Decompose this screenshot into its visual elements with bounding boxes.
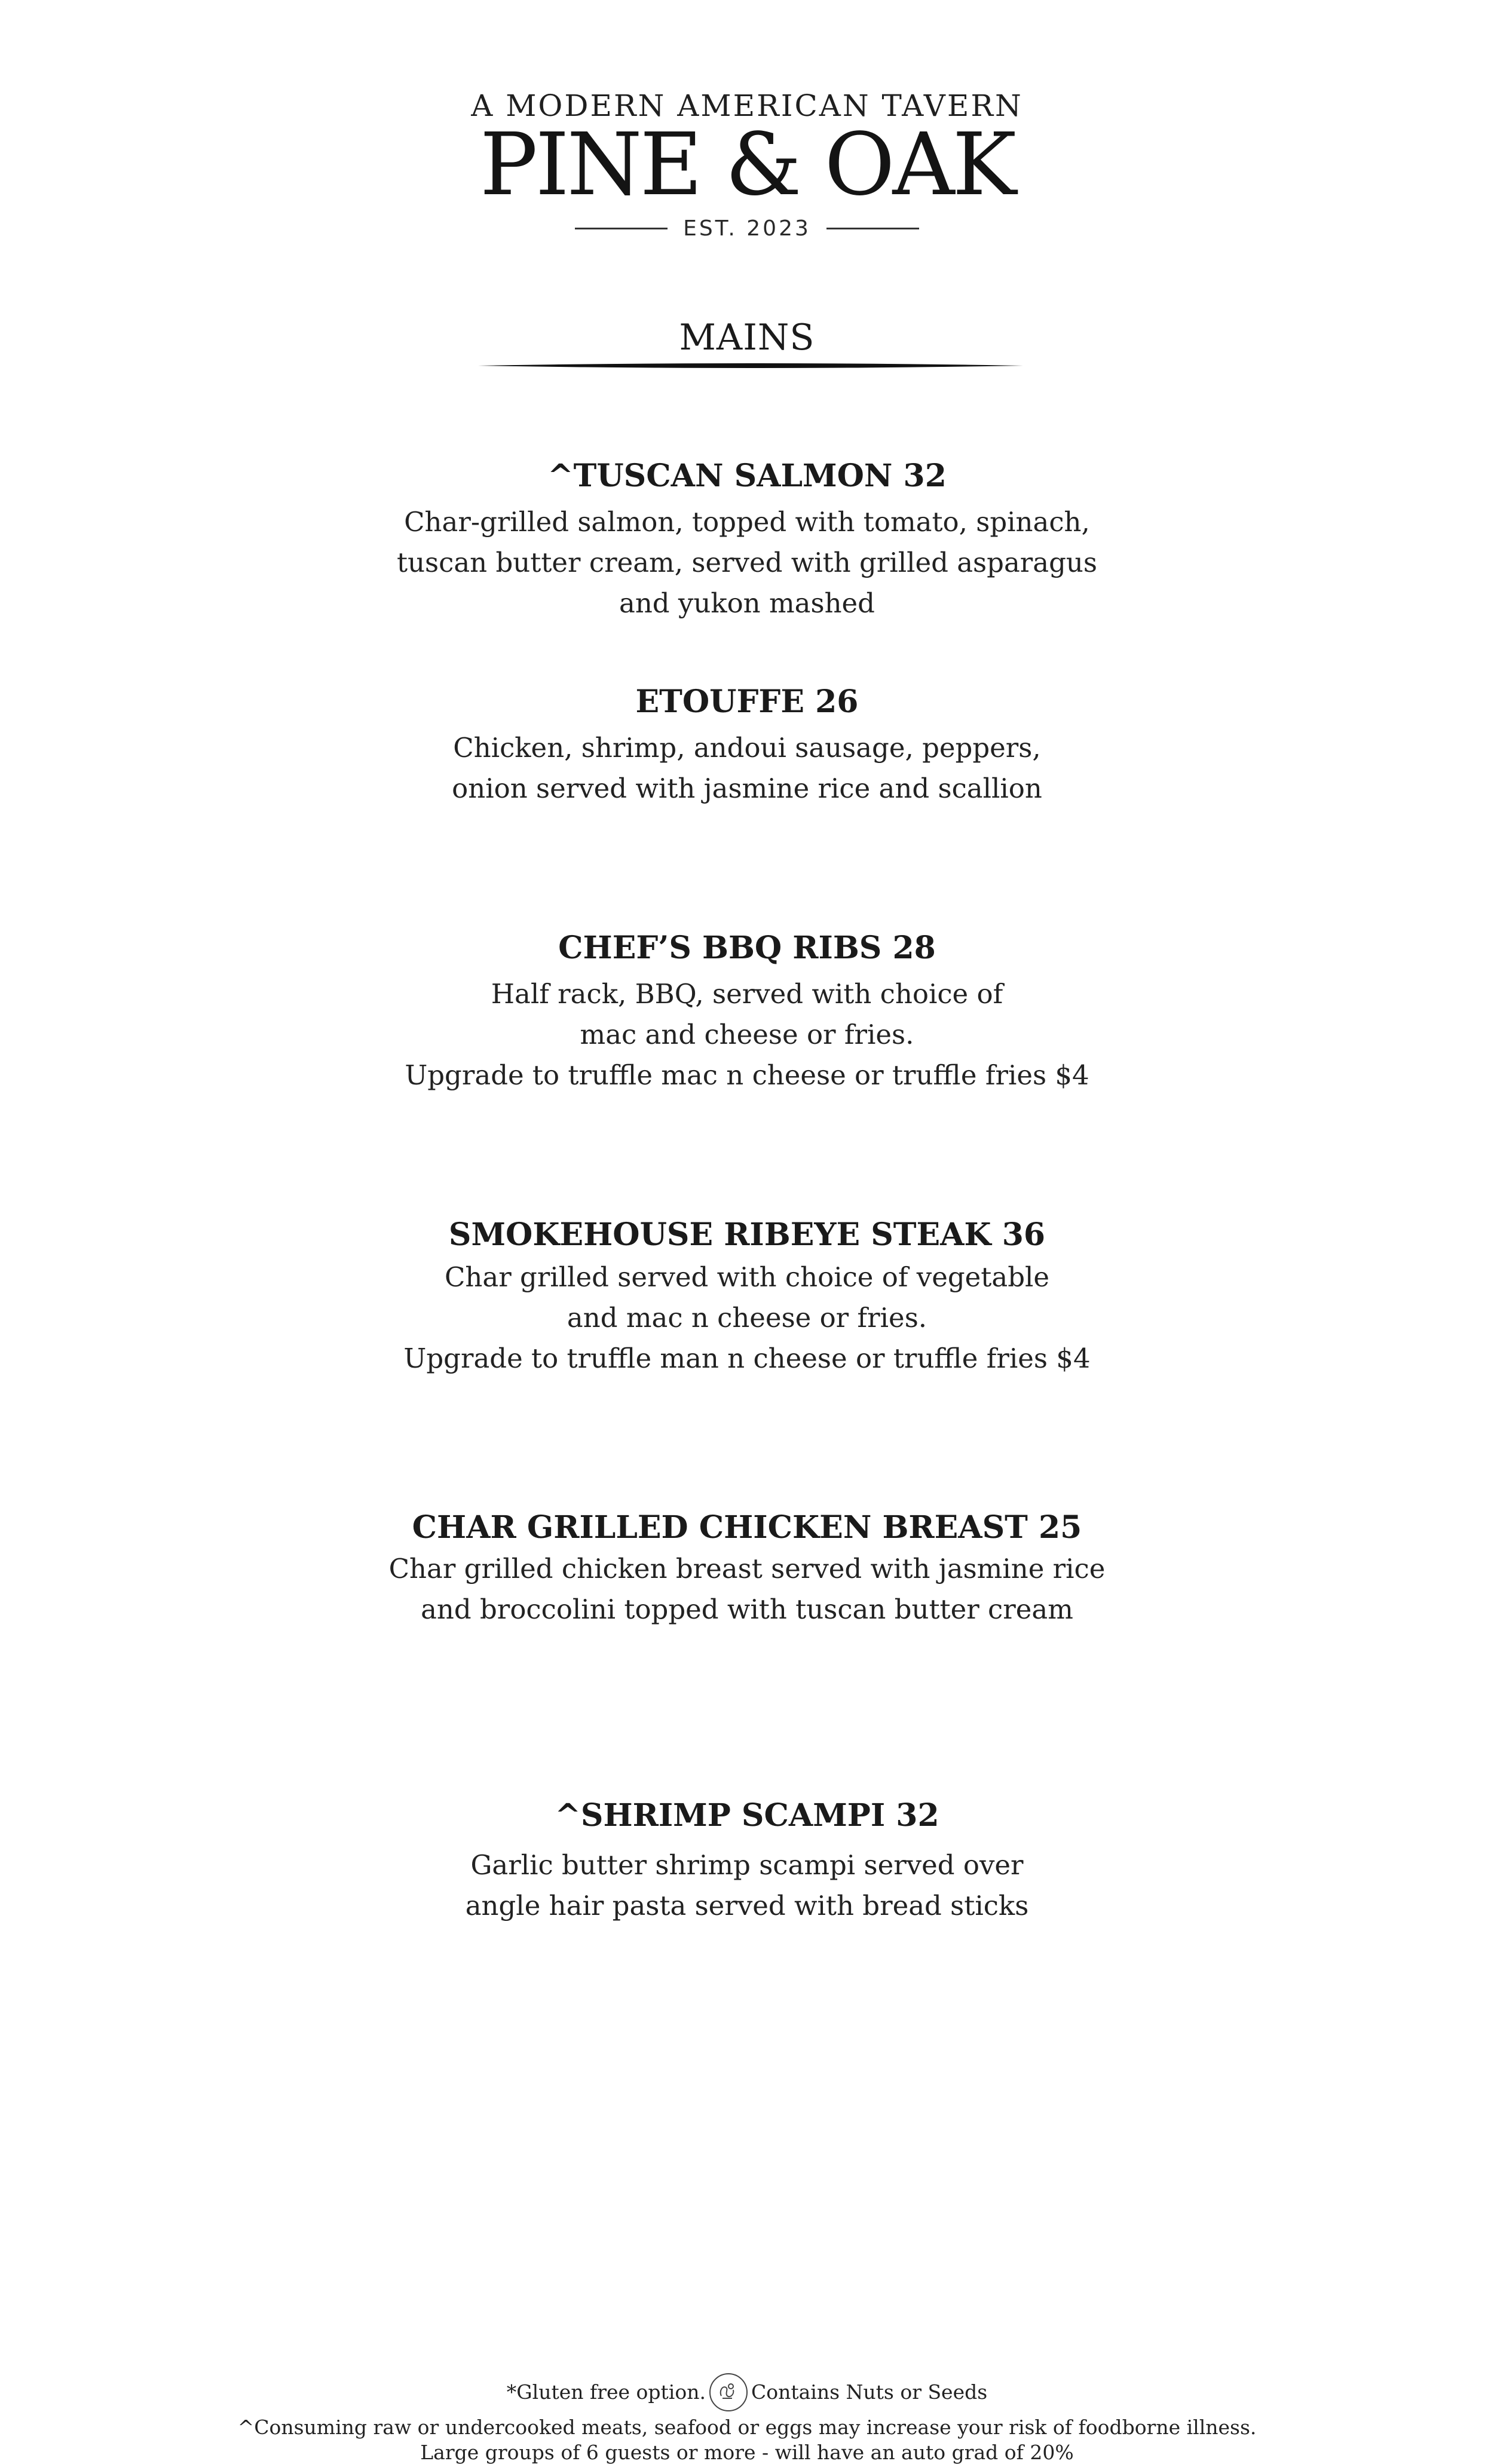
menu-item-bbq-ribs	[0, 927, 1494, 1096]
footer-allergen-legend	[0, 2374, 1494, 2413]
description-line: angle hair pasta served with bread sticks	[465, 1890, 1029, 1921]
menu-item-name: ETOUFFE 26	[635, 684, 859, 720]
description-line: Char-grilled salmon, topped with tomato, spinach,	[404, 506, 1090, 538]
est-right-divider	[826, 228, 919, 229]
gluten-free-note: *Gluten free option.	[506, 2380, 706, 2404]
description-line: onion served with jasmine rice and scallion	[452, 773, 1042, 804]
menu-item-description	[0, 974, 1494, 1096]
menu-item-name: SMOKEHOUSE RIBEYE STEAK 36	[448, 1216, 1046, 1253]
description-line: Chicken, shrimp, andoui sausage, peppers,	[453, 732, 1041, 764]
menu-item-name: CHAR GRILLED CHICKEN BREAST 25	[412, 1509, 1082, 1546]
menu-item-name: ^SHRIMP SCAMPI 32	[555, 1797, 939, 1834]
description-line: mac and cheese or fries.	[580, 1019, 914, 1050]
description-line: Char grilled chicken breast served with jasmine rice	[388, 1553, 1106, 1585]
menu-item-tuscan-salmon	[0, 455, 1494, 624]
description-line: Half rack, BBQ, served with choice of	[491, 978, 1003, 1010]
description-line: Upgrade to truffle man n cheese or truffle fries $4	[403, 1343, 1091, 1374]
menu-item-etouffe	[0, 681, 1494, 809]
nuts-seeds-note: Contains Nuts or Seeds	[751, 2380, 988, 2404]
description-line: Char grilled served with choice of vegetable	[444, 1261, 1050, 1293]
established-row	[0, 216, 1494, 241]
menu-item-description	[0, 1257, 1494, 1379]
description-line: Garlic butter shrimp scampi served over	[470, 1849, 1024, 1881]
menu-item-ribeye-steak	[0, 1214, 1494, 1379]
restaurant-logo-wordmark: PINE & OAK	[479, 114, 1015, 214]
menu-item-description	[0, 728, 1494, 809]
menu-item-description	[0, 1845, 1494, 1926]
section-title: MAINS	[679, 317, 815, 358]
section-divider	[478, 362, 1023, 369]
restaurant-tagline: A MODERN AMERICAN TAVERN	[471, 88, 1023, 123]
description-line: and mac n cheese or fries.	[567, 1302, 927, 1334]
menu-item-description	[0, 502, 1494, 624]
menu-item-name: CHEF’S BBQ RIBS 28	[558, 930, 936, 966]
menu-item-grilled-chicken	[0, 1507, 1494, 1630]
nut-seed-icon	[709, 2373, 748, 2411]
raw-food-warning: ^Consuming raw or undercooked meats, seafood or eggs may increase your risk of foodborne illness.	[237, 2416, 1257, 2439]
large-group-gratuity-note: Large groups of 6 guests or more - will have an auto grad of 20%	[420, 2441, 1074, 2464]
established-year: EST. 2023	[683, 216, 811, 241]
est-left-divider	[575, 228, 668, 229]
description-line: Upgrade to truffle mac n cheese or truffle fries $4	[405, 1059, 1089, 1091]
description-line: and yukon mashed	[619, 587, 875, 619]
menu-item-shrimp-scampi	[0, 1795, 1494, 1926]
menu-item-name: ^TUSCAN SALMON 32	[547, 458, 947, 494]
description-line: and broccolini topped with tuscan butter cream	[421, 1593, 1073, 1625]
menu-item-description	[0, 1549, 1494, 1630]
description-line: tuscan butter cream, served with grilled asparagus	[396, 547, 1098, 578]
